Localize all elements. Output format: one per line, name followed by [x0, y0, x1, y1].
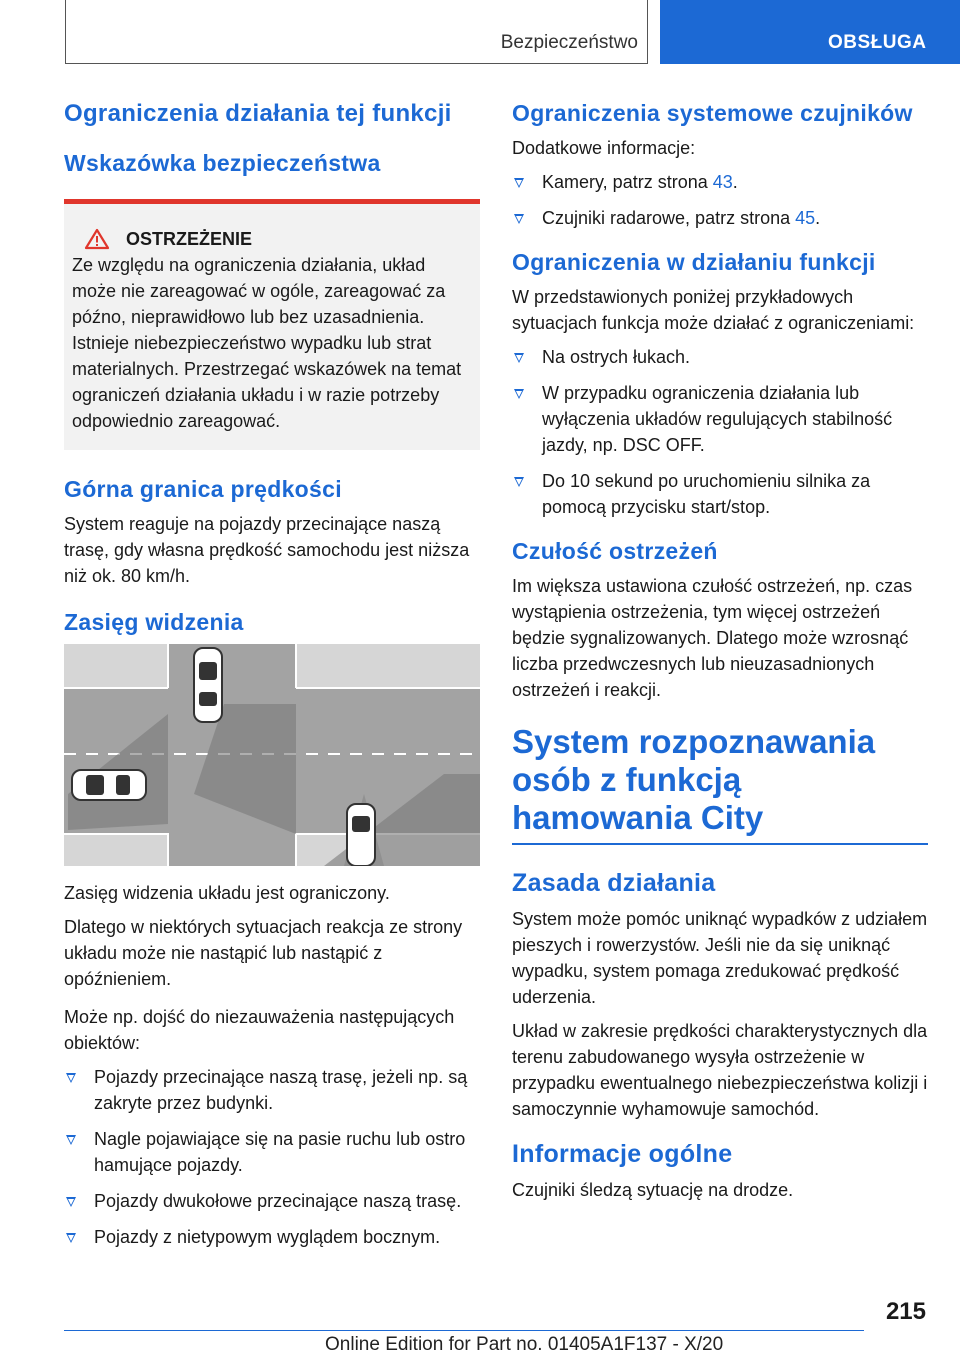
page-link-radar[interactable]: 45 [795, 208, 816, 228]
footer-divider [64, 1330, 864, 1331]
car-top-icon [194, 648, 222, 722]
page-link-cameras[interactable]: 43 [712, 172, 733, 192]
func-intro: W przedstawionych poniżej przykładowych sytuacjach funkcja może działać z ograniczeniami: [512, 287, 915, 333]
heading-speed-limit: Górna granica prędkości [64, 476, 342, 502]
speed-text: System reaguje na pojazdy przecinające naszą trasę, gdy własna prędkość samochodu jest niższa niż ok. 80 km/h. [64, 514, 470, 586]
bullet-triangle-icon [66, 1073, 76, 1083]
list-item: Czujniki radarowe, patrz strona 45. [512, 205, 928, 231]
header-tab[interactable]: OBSŁUGA [660, 0, 960, 64]
list-item: Pojazdy przecinające naszą trasę, jeżeli np. są zakryte przez budynki. [64, 1064, 480, 1116]
car-bottom-icon [347, 804, 375, 866]
heading-function-limits: Ograniczenia działania tej funkcji [64, 100, 452, 127]
bullet-triangle-icon [514, 389, 524, 399]
sensor-list [512, 169, 928, 231]
general-text: Czujniki śledzą sytuację na drodze. [512, 1180, 794, 1200]
list-item: Do 10 sekund po uruchomieniu silnika za pomocą przycisku start/stop. [512, 468, 928, 520]
list-item: Nagle pojawiające się na pasie ruchu lub ostro hamujące pojazdy. [64, 1126, 480, 1178]
heading-safety-note: Wskazówka bezpieczeństwa [64, 150, 381, 176]
range-text-2: Dlatego w niektórych sytuacjach reakcja ze strony układu może nie nastąpić lub nastąpić z opóźnieniem. [64, 917, 463, 989]
bullet-triangle-icon [514, 214, 524, 224]
principle-text-1: System może pomóc uniknąć wypadków z udziałem pieszych i rowerzystów. Jeśli nie da się uniknąć wypadku, system pomaga zredukować prędkość uderzenia. [512, 909, 928, 1007]
heading-general-info: Informacje ogólne [512, 1140, 733, 1168]
heading-sensor-limits: Ograniczenia systemowe czujników [512, 100, 913, 126]
list-item: Kamery, patrz strona 43. [512, 169, 928, 195]
bullet-triangle-icon [66, 1135, 76, 1145]
list-item: W przypadku ograniczenia działania lub wyłączenia układów regulujących stabilność jazdy, np. DSC OFF. [512, 380, 928, 458]
list-item: Pojazdy z nietypowym wyglądem bocznym. [64, 1224, 480, 1250]
heading-warning-sensitivity: Czułość ostrzeżeń [512, 538, 718, 564]
range-text-1: Zasięg widzenia układu jest ograniczony. [64, 883, 390, 903]
bullet-triangle-icon [514, 353, 524, 363]
footer-edition: Online Edition for Part no. 01405A1F137 - X/20 [325, 1334, 724, 1355]
right-column [512, 100, 928, 1211]
chapter-title: System rozpoznawania osób z funkcją hamowania City [512, 723, 876, 836]
header-section-title: Bezpieczeństwo [500, 32, 638, 53]
list-item: Na ostrych łukach. [512, 344, 928, 370]
sensors-intro: Dodatkowe informacje: [512, 138, 696, 158]
car-left-icon [72, 770, 146, 800]
list-item: Pojazdy dwukołowe przecinające naszą trasę. [64, 1188, 480, 1214]
warning-text: Ze względu na ograniczenia działania, układ może nie zareagować w ogóle, zareagować za późno, nieprawidłowo lub bez uzasadnienia. Istnieje niebezpieczeństwo wypadku lub strat materialnych. Przestrzegać wskazówek na temat ograniczeń działania układu i w razie potrzeby odpowiednio zareagować. [72, 255, 462, 431]
principle-text-2: Układ w zakresie prędkości charakterystycznych dla terenu zabudowanego wysyła ostrzeżenie w przypadku ewentualnego niebezpieczeństwa kolizji i samoczynnie wyhamowuje samochód. [512, 1021, 928, 1119]
range-text-3: Może np. dojść do niezauważenia następujących obiektów: [64, 1007, 455, 1053]
func-list [512, 344, 928, 520]
warning-title: OSTRZEŻENIE [126, 228, 253, 249]
bullet-triangle-icon [514, 477, 524, 487]
heading-function-restrictions: Ograniczenia w działaniu funkcji [512, 249, 876, 275]
warning-box [64, 199, 480, 450]
bullet-triangle-icon [66, 1233, 76, 1243]
heading-view-range: Zasięg widzenia [64, 609, 244, 635]
chapter-title-block [512, 723, 928, 845]
warning-triangle-icon [84, 228, 110, 250]
bullet-triangle-icon [66, 1197, 76, 1207]
page-number: 215 [885, 1298, 926, 1325]
bullet-triangle-icon [514, 178, 524, 188]
view-range-illustration [64, 644, 480, 866]
range-list [64, 1064, 480, 1250]
left-column [64, 100, 480, 1260]
sensitivity-text: Im większa ustawiona czułość ostrzeżeń, np. czas wystąpienia ostrzeżenia, tym więcej ostrzeżeń będzie sygnalizowanych. Dlatego może wzrosnąć liczba przedwczesnych lub nieuzasadnionych ostrzeżeń i reakcji. [512, 576, 913, 700]
heading-principle: Zasada działania [512, 869, 716, 897]
